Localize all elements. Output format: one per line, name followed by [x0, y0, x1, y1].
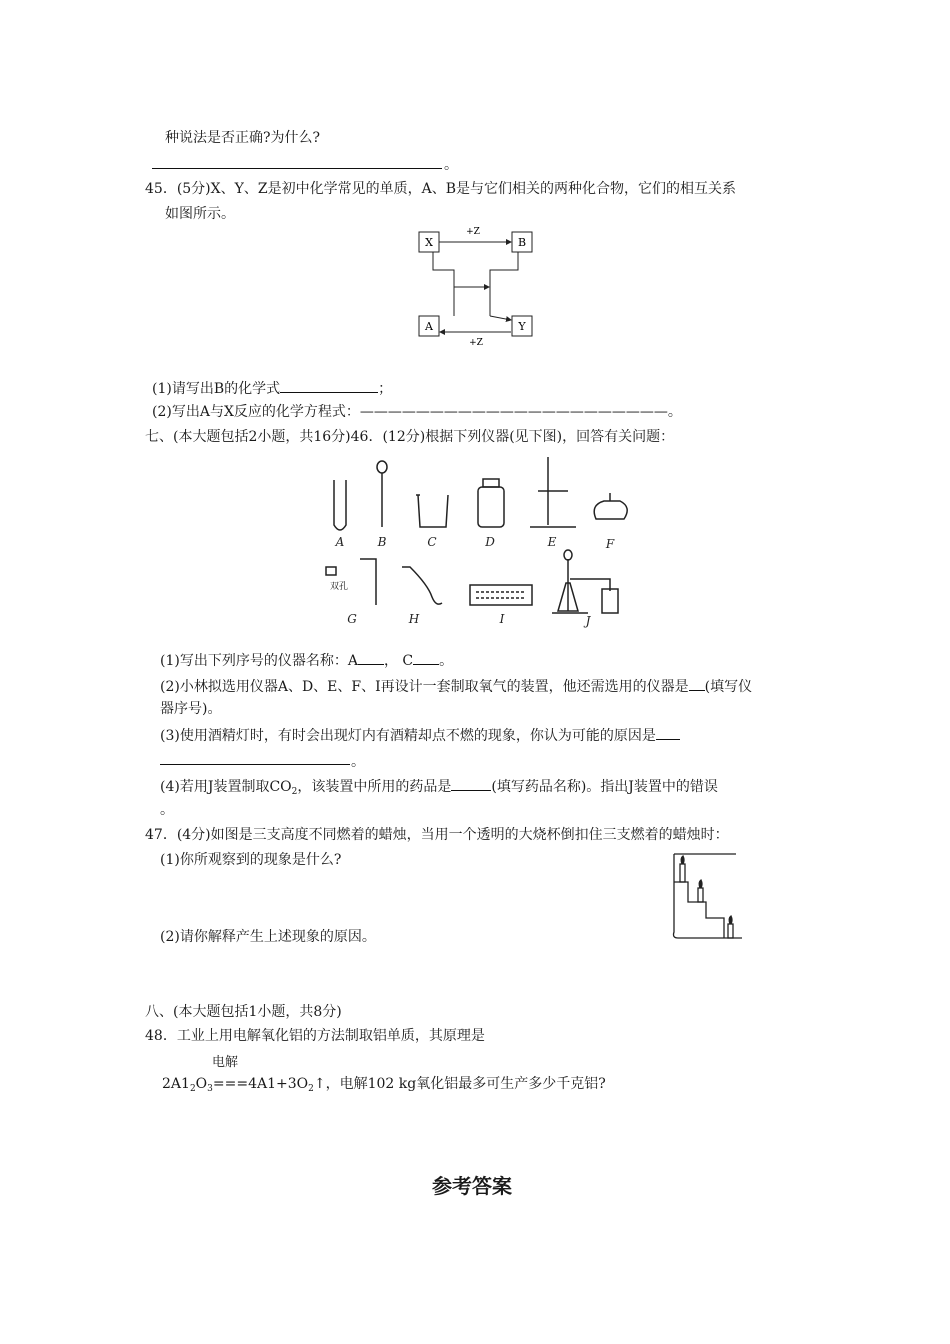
eq-part-a: 2A1 [162, 1076, 190, 1092]
q47-part2: (2)请你解释产生上述现象的原因。 [160, 929, 376, 945]
arrow-to-y [490, 316, 511, 320]
q46-part4-text-c: (填写药品名称)。指出J装置中的错误 [491, 779, 718, 795]
q45-part1-suffix: ； [378, 381, 393, 397]
label-apparatus-f: F [605, 537, 615, 551]
beaker-icon [418, 495, 448, 527]
dropper-icon [377, 461, 387, 473]
step-stand [674, 882, 724, 938]
q46-part2-text: (2)小林拟选用仪器A、D、E、F、I再设计一套制取氧气的装置，他还需选用的仪器是 [160, 679, 689, 695]
test-tube-icon [334, 480, 346, 530]
answer-section-title: 参考答案 [432, 1174, 512, 1198]
q45-stem-line1: 45．(5分)X、Y、Z是初中化学常见的单质，A、B是与它们相关的两种化合物，它们的相互关系 [145, 181, 736, 197]
tall-candle-icon [680, 864, 685, 882]
label-apparatus-e: E [547, 535, 557, 549]
q46-part2-text-b: (填写仪 [704, 679, 753, 695]
line-x-a [433, 252, 454, 316]
label-apparatus-b: B [377, 535, 387, 549]
q47-stem: 47．(4分)如图是三支高度不同燃着的蜡烛，当用一个透明的大烧杯倒扣住三支燃着的蜡烛时： [145, 827, 729, 843]
eq-sub-1: 2 [189, 1084, 196, 1094]
q46-part3-blank-a[interactable] [656, 725, 680, 740]
q45-part1 [152, 378, 392, 398]
q46-part4-text-a: (4)若用J装置制取CO [160, 779, 292, 795]
eq-part-b: O [195, 1076, 208, 1092]
q46-part4-line1 [160, 776, 718, 796]
label-top-plus-z: +Z [466, 227, 480, 237]
q46-part4-text-b: ，该装置中所用的药品是 [297, 779, 452, 795]
label-apparatus-j: J [585, 614, 591, 628]
q46-part2-line1 [160, 676, 752, 696]
q46-blank-c[interactable] [413, 650, 439, 665]
q46-blank-a[interactable] [358, 650, 384, 665]
q46-part1-text-c: ， C [383, 653, 414, 669]
q48-condition: 电解 [212, 1055, 239, 1070]
q48-stem: 48．工业上用电解氧化铝的方法制取铝单质，其原理是 [145, 1028, 485, 1044]
label-apparatus-h: H [408, 612, 420, 626]
q46-part2-line2: 器序号)。 [160, 701, 222, 717]
q44-answer-blank[interactable] [152, 168, 442, 169]
label-apparatus-a: A [335, 535, 345, 549]
q44-end-mark: 。 [444, 157, 458, 173]
q46-part1 [160, 650, 453, 670]
q45-stem-line2: 如图所示。 [165, 206, 235, 222]
q46-part4-sub: 2 [291, 787, 298, 797]
q46-part2-blank[interactable] [689, 676, 705, 691]
section7-heading: 七、(本大题包括2小题，共16分)46．(12分)根据下列仪器(见下图)，回答有关问题： [145, 429, 675, 445]
label-double-hole: 双孔 [330, 582, 349, 592]
q46-part3-text: (3)使用酒精灯时，有时会出现灯内有酒精却点不燃的现象，你认为可能的原因是 [160, 728, 656, 744]
double-hole-stopper-icon [326, 567, 336, 575]
section8-heading: 八、(本大题包括1小题，共8分) [145, 1004, 342, 1020]
line-b-y [490, 252, 518, 316]
label-bottom-plus-z: +Z [469, 338, 483, 348]
q46-part1-text-a: (1)写出下列序号的仪器名称：A [160, 653, 358, 669]
beaker-outline [674, 854, 743, 938]
q45-relation-diagram [410, 220, 540, 350]
eq-sub-2: 3 [207, 1084, 213, 1094]
q44-tail-text: 种说法是否正确?为什么? [165, 130, 321, 146]
alcohol-lamp-icon [594, 501, 627, 519]
label-apparatus-i: I [499, 612, 505, 626]
label-b: B [517, 236, 527, 249]
q45-part2: (2)写出A与X反应的化学方程式：——————————————————————。 [152, 404, 682, 420]
q45-part1-prefix: (1)请写出B的化学式 [152, 381, 281, 397]
q46-part4-end: 。 [160, 802, 174, 818]
q46-part3-line1 [160, 725, 680, 745]
eq-part-d: ↑，电解102 kg氧化铝最多可生产多少千克铝? [313, 1076, 606, 1092]
label-a: A [425, 320, 433, 333]
q47-part1: (1)你所观察到的现象是什么? [160, 852, 342, 868]
q46-part3-end: 。 [351, 754, 365, 770]
reagent-bottle-icon [478, 487, 504, 527]
eq-part-c: ===4A1+3O [212, 1076, 309, 1092]
water-trough-icon [470, 585, 532, 605]
label-apparatus-c: C [427, 535, 437, 549]
apparatus-figure [320, 455, 650, 635]
label-x: X [425, 236, 433, 249]
q46-part3-blank-b[interactable] [160, 764, 350, 765]
gas-collection-bottle-icon [602, 589, 618, 613]
label-y: Y [518, 320, 526, 333]
q45-part1-blank[interactable] [280, 378, 378, 393]
candles-figure [666, 852, 746, 940]
q46-part4-blank[interactable] [451, 776, 491, 791]
label-apparatus-g: G [347, 612, 357, 626]
q48-equation [162, 1075, 606, 1093]
bent-tube-icon [402, 567, 442, 604]
eq-sub-3: 2 [308, 1084, 314, 1094]
label-apparatus-d: D [485, 535, 495, 549]
middle-candle-icon [698, 888, 703, 902]
q46-part1-end: 。 [439, 653, 454, 669]
short-candle-icon [728, 924, 733, 938]
